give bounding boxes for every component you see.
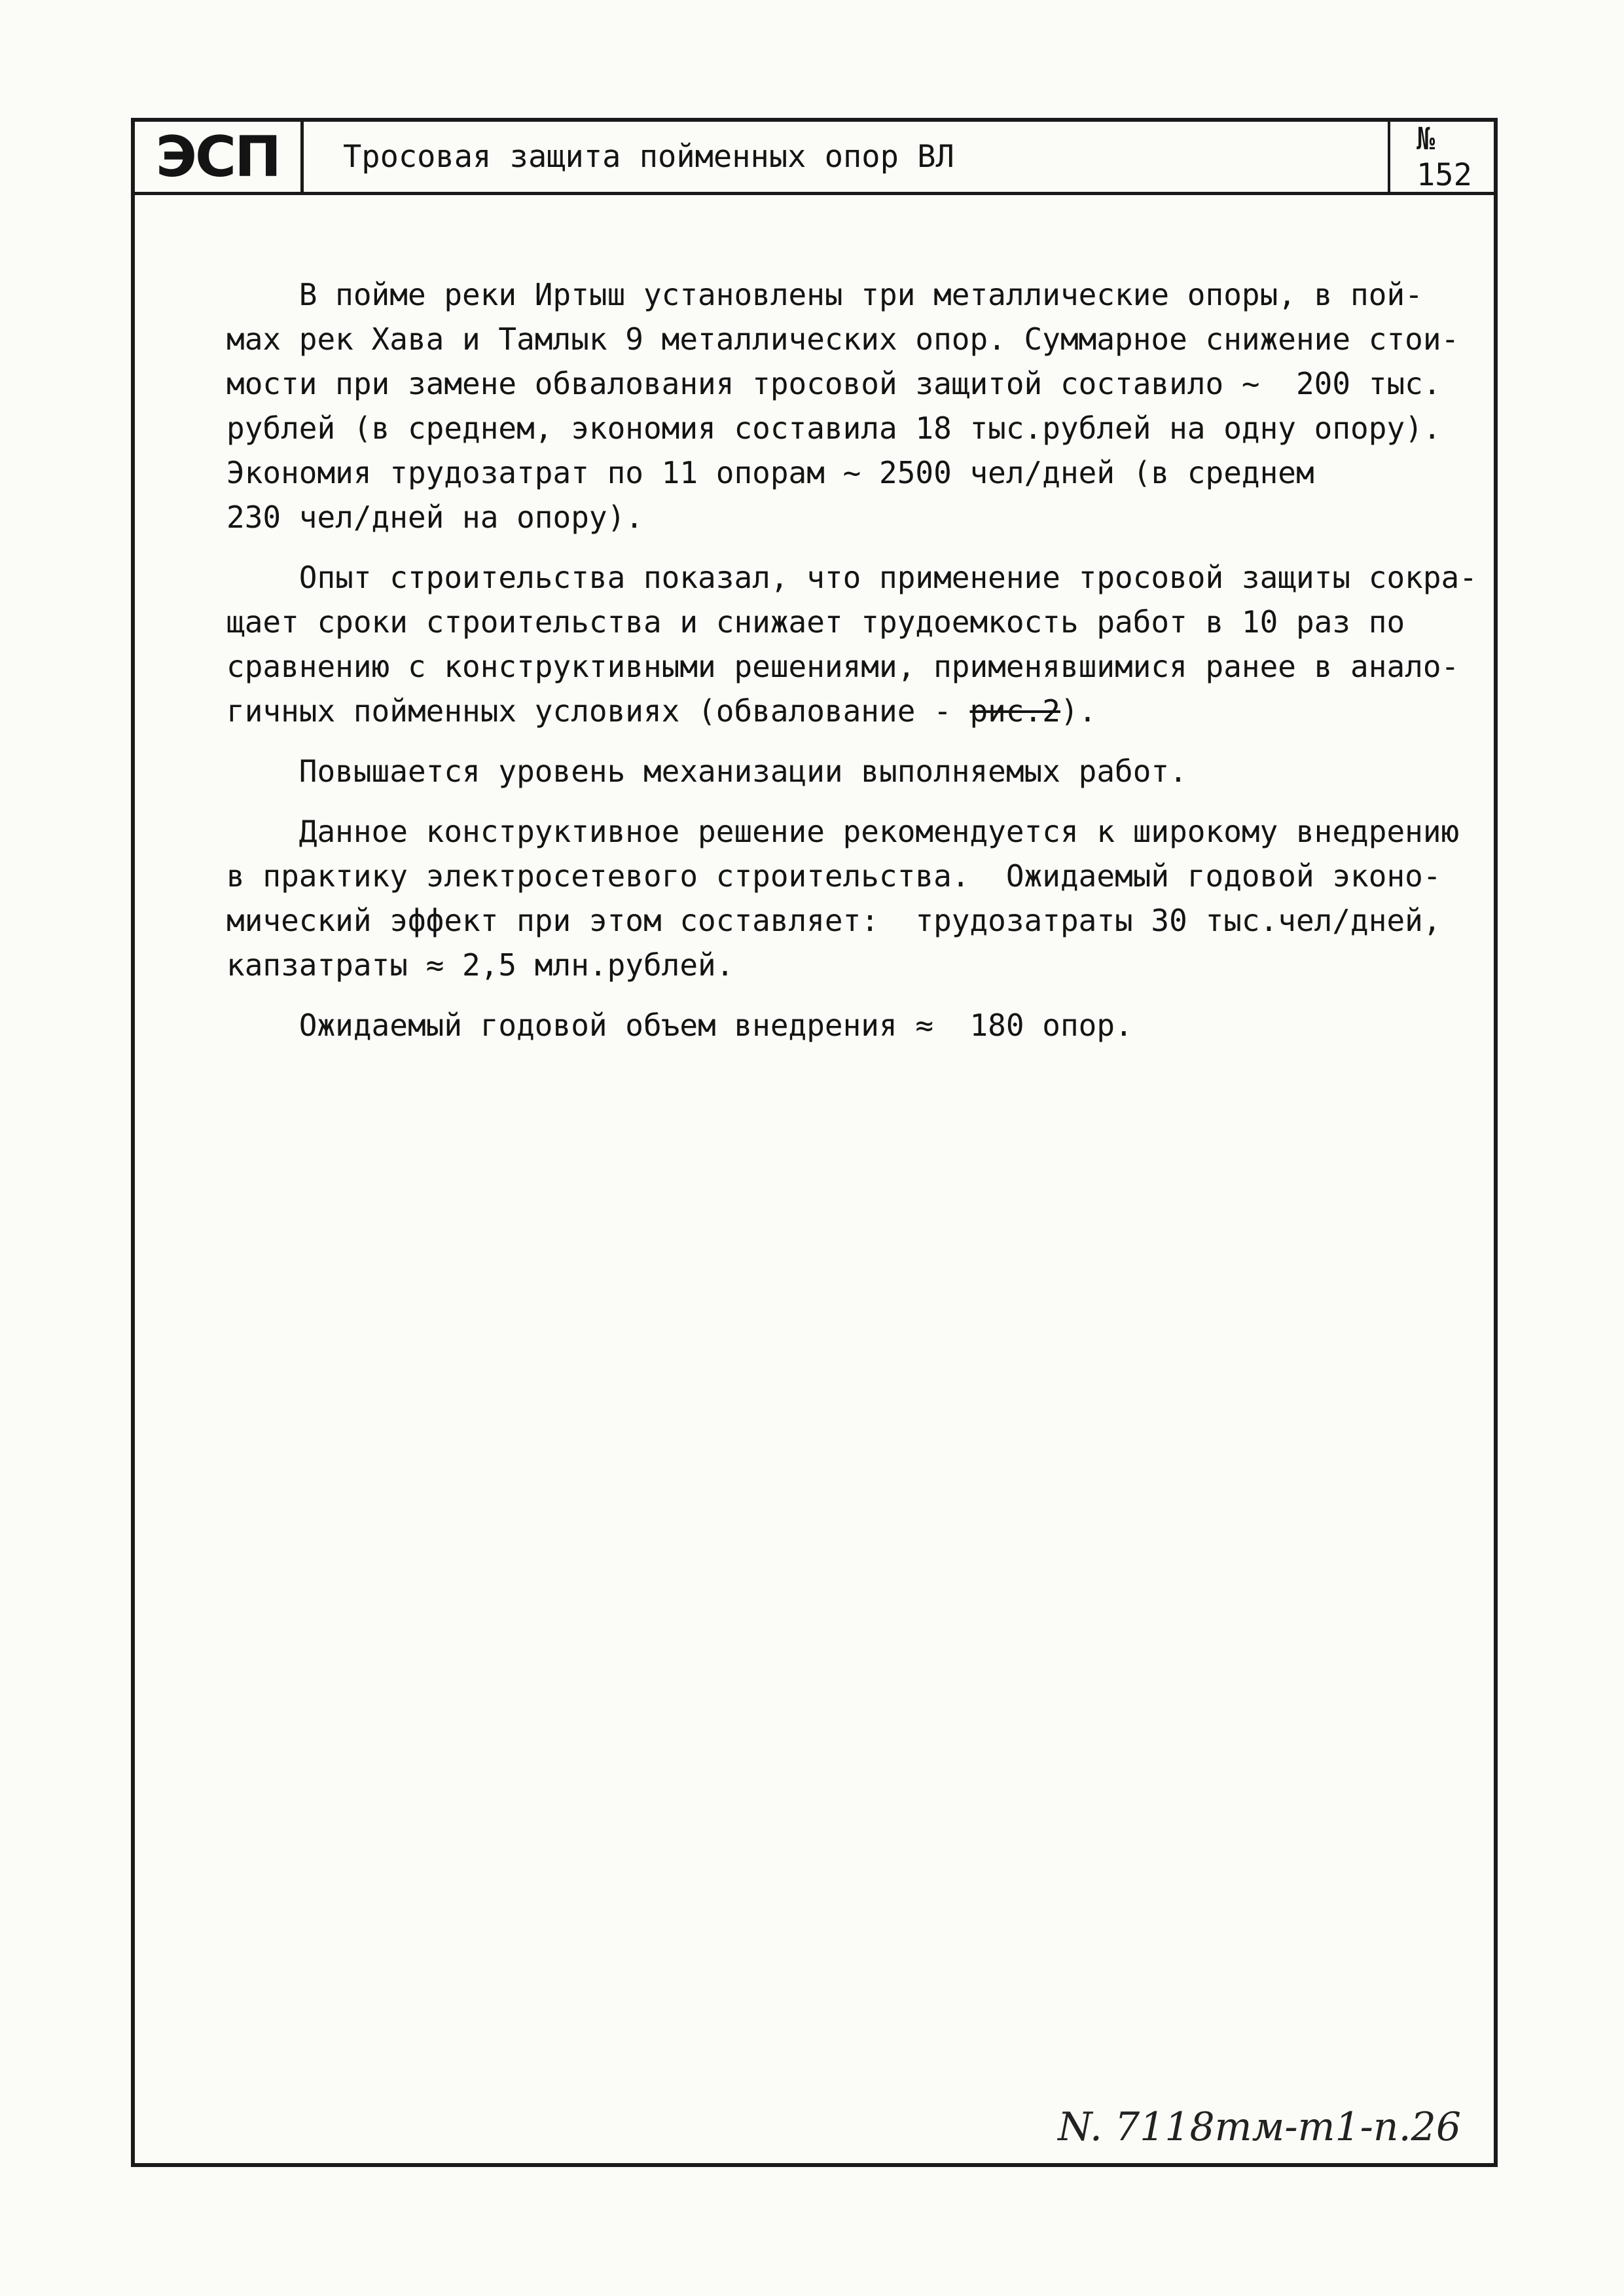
text-line: рублей (в среднем, экономия составила 18 тыс.рублей на одну опору). bbox=[226, 410, 1441, 446]
text-line: Повышается уровень механизации выполняемых работ. bbox=[226, 754, 1187, 789]
text-line bbox=[226, 689, 1490, 733]
text-line: капзатраты ≈ 2,5 млн.рублей. bbox=[226, 947, 734, 983]
text-line: Экономия трудозатрат по 11 опорам ~ 2500 чел/дней (в среднем bbox=[226, 455, 1314, 490]
header bbox=[135, 122, 1494, 195]
paragraph-1 bbox=[226, 272, 1490, 539]
struck-text: рис.2 bbox=[969, 693, 1060, 729]
text-line: мах рек Хава и Тамлык 9 металлических опор. Суммарное снижение стои- bbox=[226, 321, 1460, 357]
number-cell bbox=[1390, 122, 1494, 192]
title-cell bbox=[304, 122, 1390, 192]
document-reference-mark: N. 7118тм-т1-п.26 bbox=[1058, 2104, 1461, 2150]
text-line: мический эффект при этом составляет: трудозатраты 30 тыс.чел/дней, bbox=[226, 903, 1441, 938]
text-segment: ). bbox=[1060, 693, 1097, 729]
text-line: щает сроки строительства и снижает трудоемкость работ в 10 раз по bbox=[226, 604, 1405, 640]
text-line: 230 чел/дней на опору). bbox=[226, 500, 643, 535]
document-number: № 152 bbox=[1416, 120, 1472, 193]
paragraph-5 bbox=[226, 1003, 1490, 1048]
text-line: сравнению с конструктивными решениями, применявшимися ранее в анало- bbox=[226, 649, 1460, 684]
body-text bbox=[226, 272, 1490, 1063]
document-frame bbox=[131, 118, 1498, 2167]
logo: ЭСП bbox=[155, 124, 280, 190]
text-line: В пойме реки Иртыш установлены три металлические опоры, в пой- bbox=[226, 277, 1423, 312]
paragraph-2 bbox=[226, 555, 1490, 733]
text-line: Ожидаемый годовой объем внедрения ≈ 180 опор. bbox=[226, 1008, 1133, 1043]
text-line: Данное конструктивное решение рекомендуется к широкому внедрению bbox=[226, 814, 1460, 849]
text-line: в практику электросетевого строительства. Ожидаемый годовой эконо- bbox=[226, 858, 1441, 894]
logo-cell bbox=[135, 122, 304, 192]
document-title: Тросовая защита пойменных опор ВЛ bbox=[343, 139, 954, 175]
text-line: Опыт строительства показал, что применение тросовой защиты сокра- bbox=[226, 560, 1477, 595]
paragraph-3 bbox=[226, 749, 1490, 793]
paragraph-4 bbox=[226, 809, 1490, 987]
text-segment: гичных пойменных условиях (обвалование - bbox=[226, 693, 970, 729]
text-line: мости при замене обвалования тросовой защитой составило ~ 200 тыс. bbox=[226, 366, 1441, 401]
